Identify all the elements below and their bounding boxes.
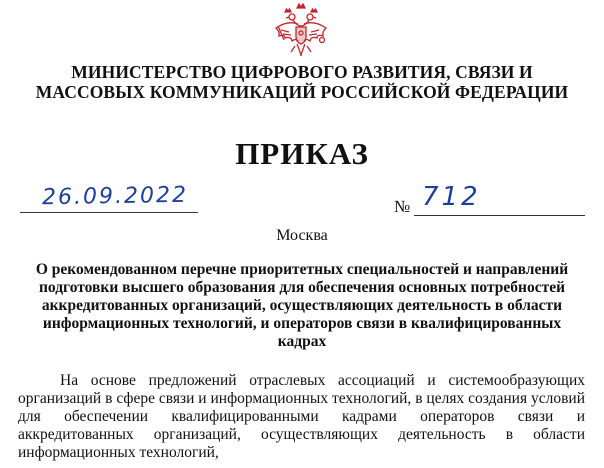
number-label: № — [394, 197, 411, 216]
number-underline — [414, 215, 585, 216]
date-underline — [20, 212, 198, 213]
order-date: 26.09.2022 — [41, 182, 189, 211]
order-subject: О рекомендованном перечне приоритетных специальностей и направлений подготовки высшего образования для обеспечения основных потребностей аккредитованных организаций, осуществляющих деятельность в области информационных технологий, и операторов связи в квалифицированных кадрах — [35, 261, 569, 350]
ministry-name: МИНИСТЕРСТВО ЦИФРОВОГО РАЗВИТИЯ, СВЯЗИ И МАССОВЫХ КОММУНИКАЦИЙ РОССИЙСКОЙ ФЕДЕРАЦИИ — [35, 62, 569, 102]
coat-of-arms-icon — [271, 2, 331, 60]
order-number: 712 — [422, 182, 481, 212]
body-paragraph: На основе предложений отраслевых ассоциаций и системообразующих организаций в сфере связи и информационных технологий, в целях создания условий для обеспечении квалифицированными кадрами операторов связи и аккредитованных организаций, осуществляющих деятельность в области информационных технологий, — [18, 372, 585, 461]
order-title: ПРИКАЗ — [235, 136, 369, 171]
city-name: Москва — [276, 227, 328, 244]
